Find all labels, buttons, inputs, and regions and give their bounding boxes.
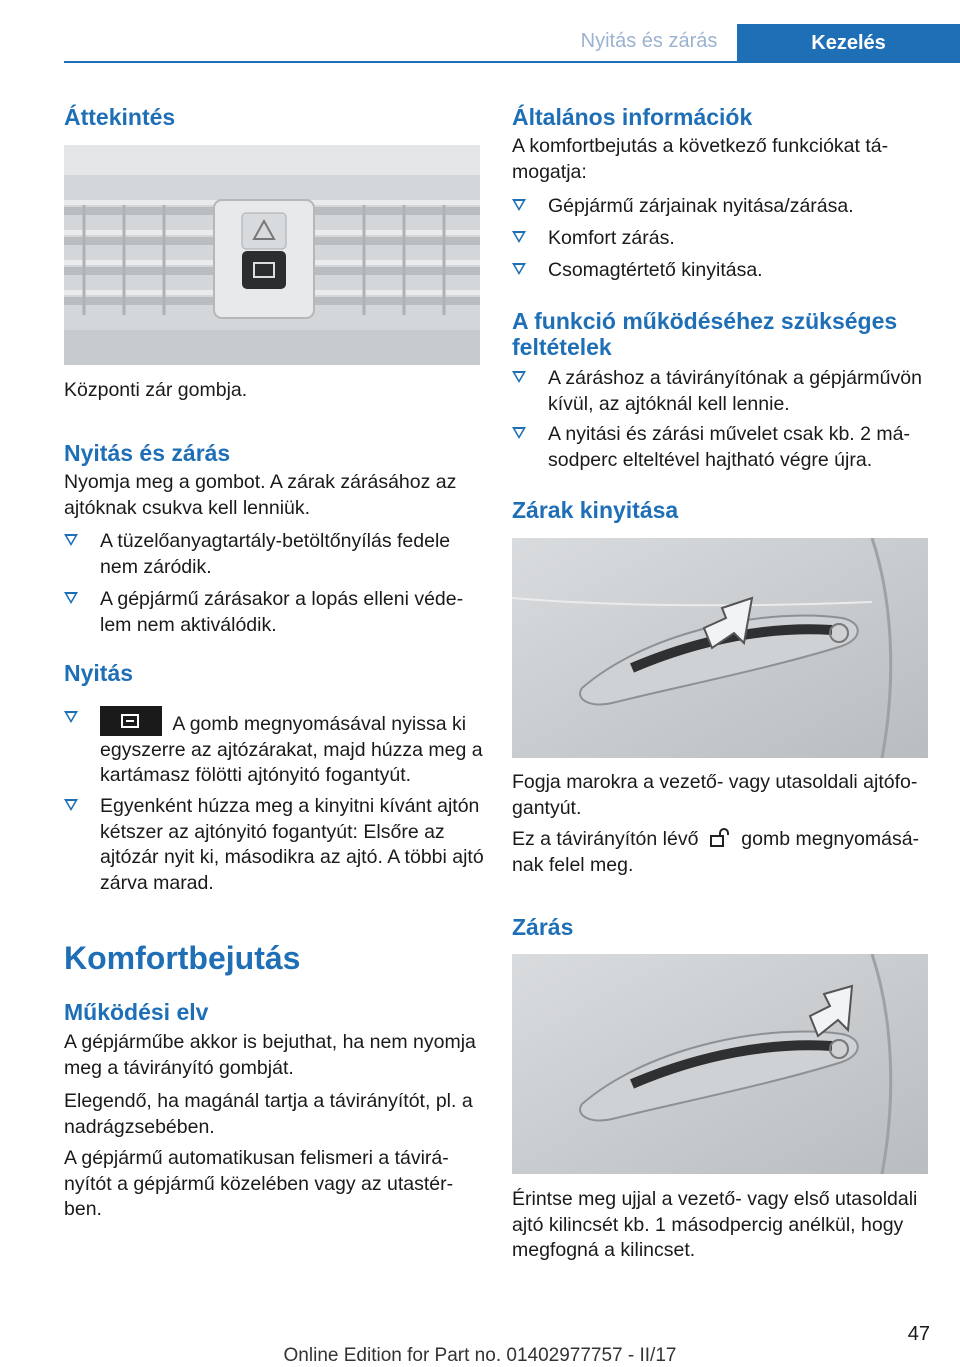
bullet-triangle-icon: [64, 534, 78, 546]
requirements-title: A funkció működéséhez szükséges feltételek: [512, 308, 898, 360]
list-item: Csomagtértető kinyitása.: [512, 258, 932, 284]
unlock-symbol-icon: [708, 828, 732, 848]
bullet-triangle-icon: [64, 711, 78, 723]
opening-title: Nyitás: [64, 660, 134, 686]
lock-title: Zárás: [512, 914, 574, 940]
door-handle-touch-image: [512, 954, 928, 1174]
general-info-text: A komfortbejutás a következő funkciókat támogatja:: [512, 135, 889, 183]
bullet-triangle-icon: [512, 371, 526, 383]
door-unlock-button-icon: [100, 706, 162, 736]
header-section: Nyitás és zárás: [580, 30, 718, 52]
img1-caption: Központi zár gombja.: [64, 379, 248, 401]
bullet-triangle-icon: [512, 231, 526, 243]
footer-edition: Online Edition for Part no. 01402977757 - II/17: [283, 1345, 677, 1366]
principle-p2: Elegendő, ha magánál tartja a távirányítót, pl. a nadrágzsebében.: [64, 1090, 473, 1138]
unlock-p1: Fogja marokra a vezető- vagy utasoldali ajtófogantyút.: [512, 771, 918, 819]
unlock-p2: Ez a távirányítón lévő gomb megnyomásának felel meg.: [512, 828, 920, 876]
overview-title: Áttekintés: [64, 104, 176, 130]
page-number: 47: [907, 1323, 930, 1345]
bullet-triangle-icon: [512, 427, 526, 439]
principle-p1: A gépjárműbe akkor is bejuthat, ha nem nyomja meg a távirányító gombját.: [64, 1031, 476, 1079]
open-close-text: Nyomja meg a gombot. A zárak zárásához az ajtóknak csukva kell lenniük.: [64, 471, 457, 519]
list-item: A záráshoz a távirányítónak a gépjárművön kívül, az ajtóknál kell lennie.: [512, 366, 932, 417]
header-rule: [64, 61, 960, 63]
unlock-title: Zárak kinyitása: [512, 497, 679, 523]
principle-title: Működési elv: [64, 999, 209, 1025]
principle-p3: A gépjármű automatikusan felismeri a távirányítót a gépjármű közelében vagy az utastérben.: [64, 1147, 454, 1220]
list-item: A nyitási és zárási művelet csak kb. 2 másodperc elteltével hajtható végre újra.: [512, 422, 932, 473]
list-item: Komfort zárás.: [512, 226, 932, 252]
list-item: Egyenként húzza meg a kinyitni kívánt ajtón kétszer az ajtónyitó fogantyút: Elsőre az ajtózár nyit ki, másodikra az ajtó. A többi ajtó zárva marad.: [64, 794, 484, 896]
comfort-access-title: Komfortbejutás: [64, 940, 301, 976]
list-item: A tüzelőanyagtartály-betöltőnyílás fedele nem záródik.: [64, 529, 484, 580]
header-tab-kezeles[interactable]: Kezelés: [737, 24, 960, 63]
bullet-triangle-icon: [64, 592, 78, 604]
general-info-title: Általános információk: [512, 104, 753, 130]
bullet-triangle-icon: [512, 199, 526, 211]
door-handle-grip-image: [512, 538, 928, 758]
open-close-title: Nyitás és zárás: [64, 440, 231, 466]
bullet-triangle-icon: [512, 263, 526, 275]
list-item: A gomb megnyomásával nyissa ki egyszerre az ajtózárakat, majd húzza meg a kartámasz fölötti ajtónyitó fogantyút.: [64, 706, 484, 789]
bullet-triangle-icon: [64, 799, 78, 811]
list-item: Gépjármű zárjainak nyitása/zárása.: [512, 194, 932, 220]
central-lock-button-image: [64, 145, 480, 365]
lock-p1: Érintse meg ujjal a vezető- vagy első utasoldali ajtó kilincsét kb. 1 másodpercig anélkül, hogy megfogná a kilincset.: [512, 1188, 918, 1261]
list-item: A gépjármű zárásakor a lopás elleni védelem nem aktiválódik.: [64, 587, 484, 638]
